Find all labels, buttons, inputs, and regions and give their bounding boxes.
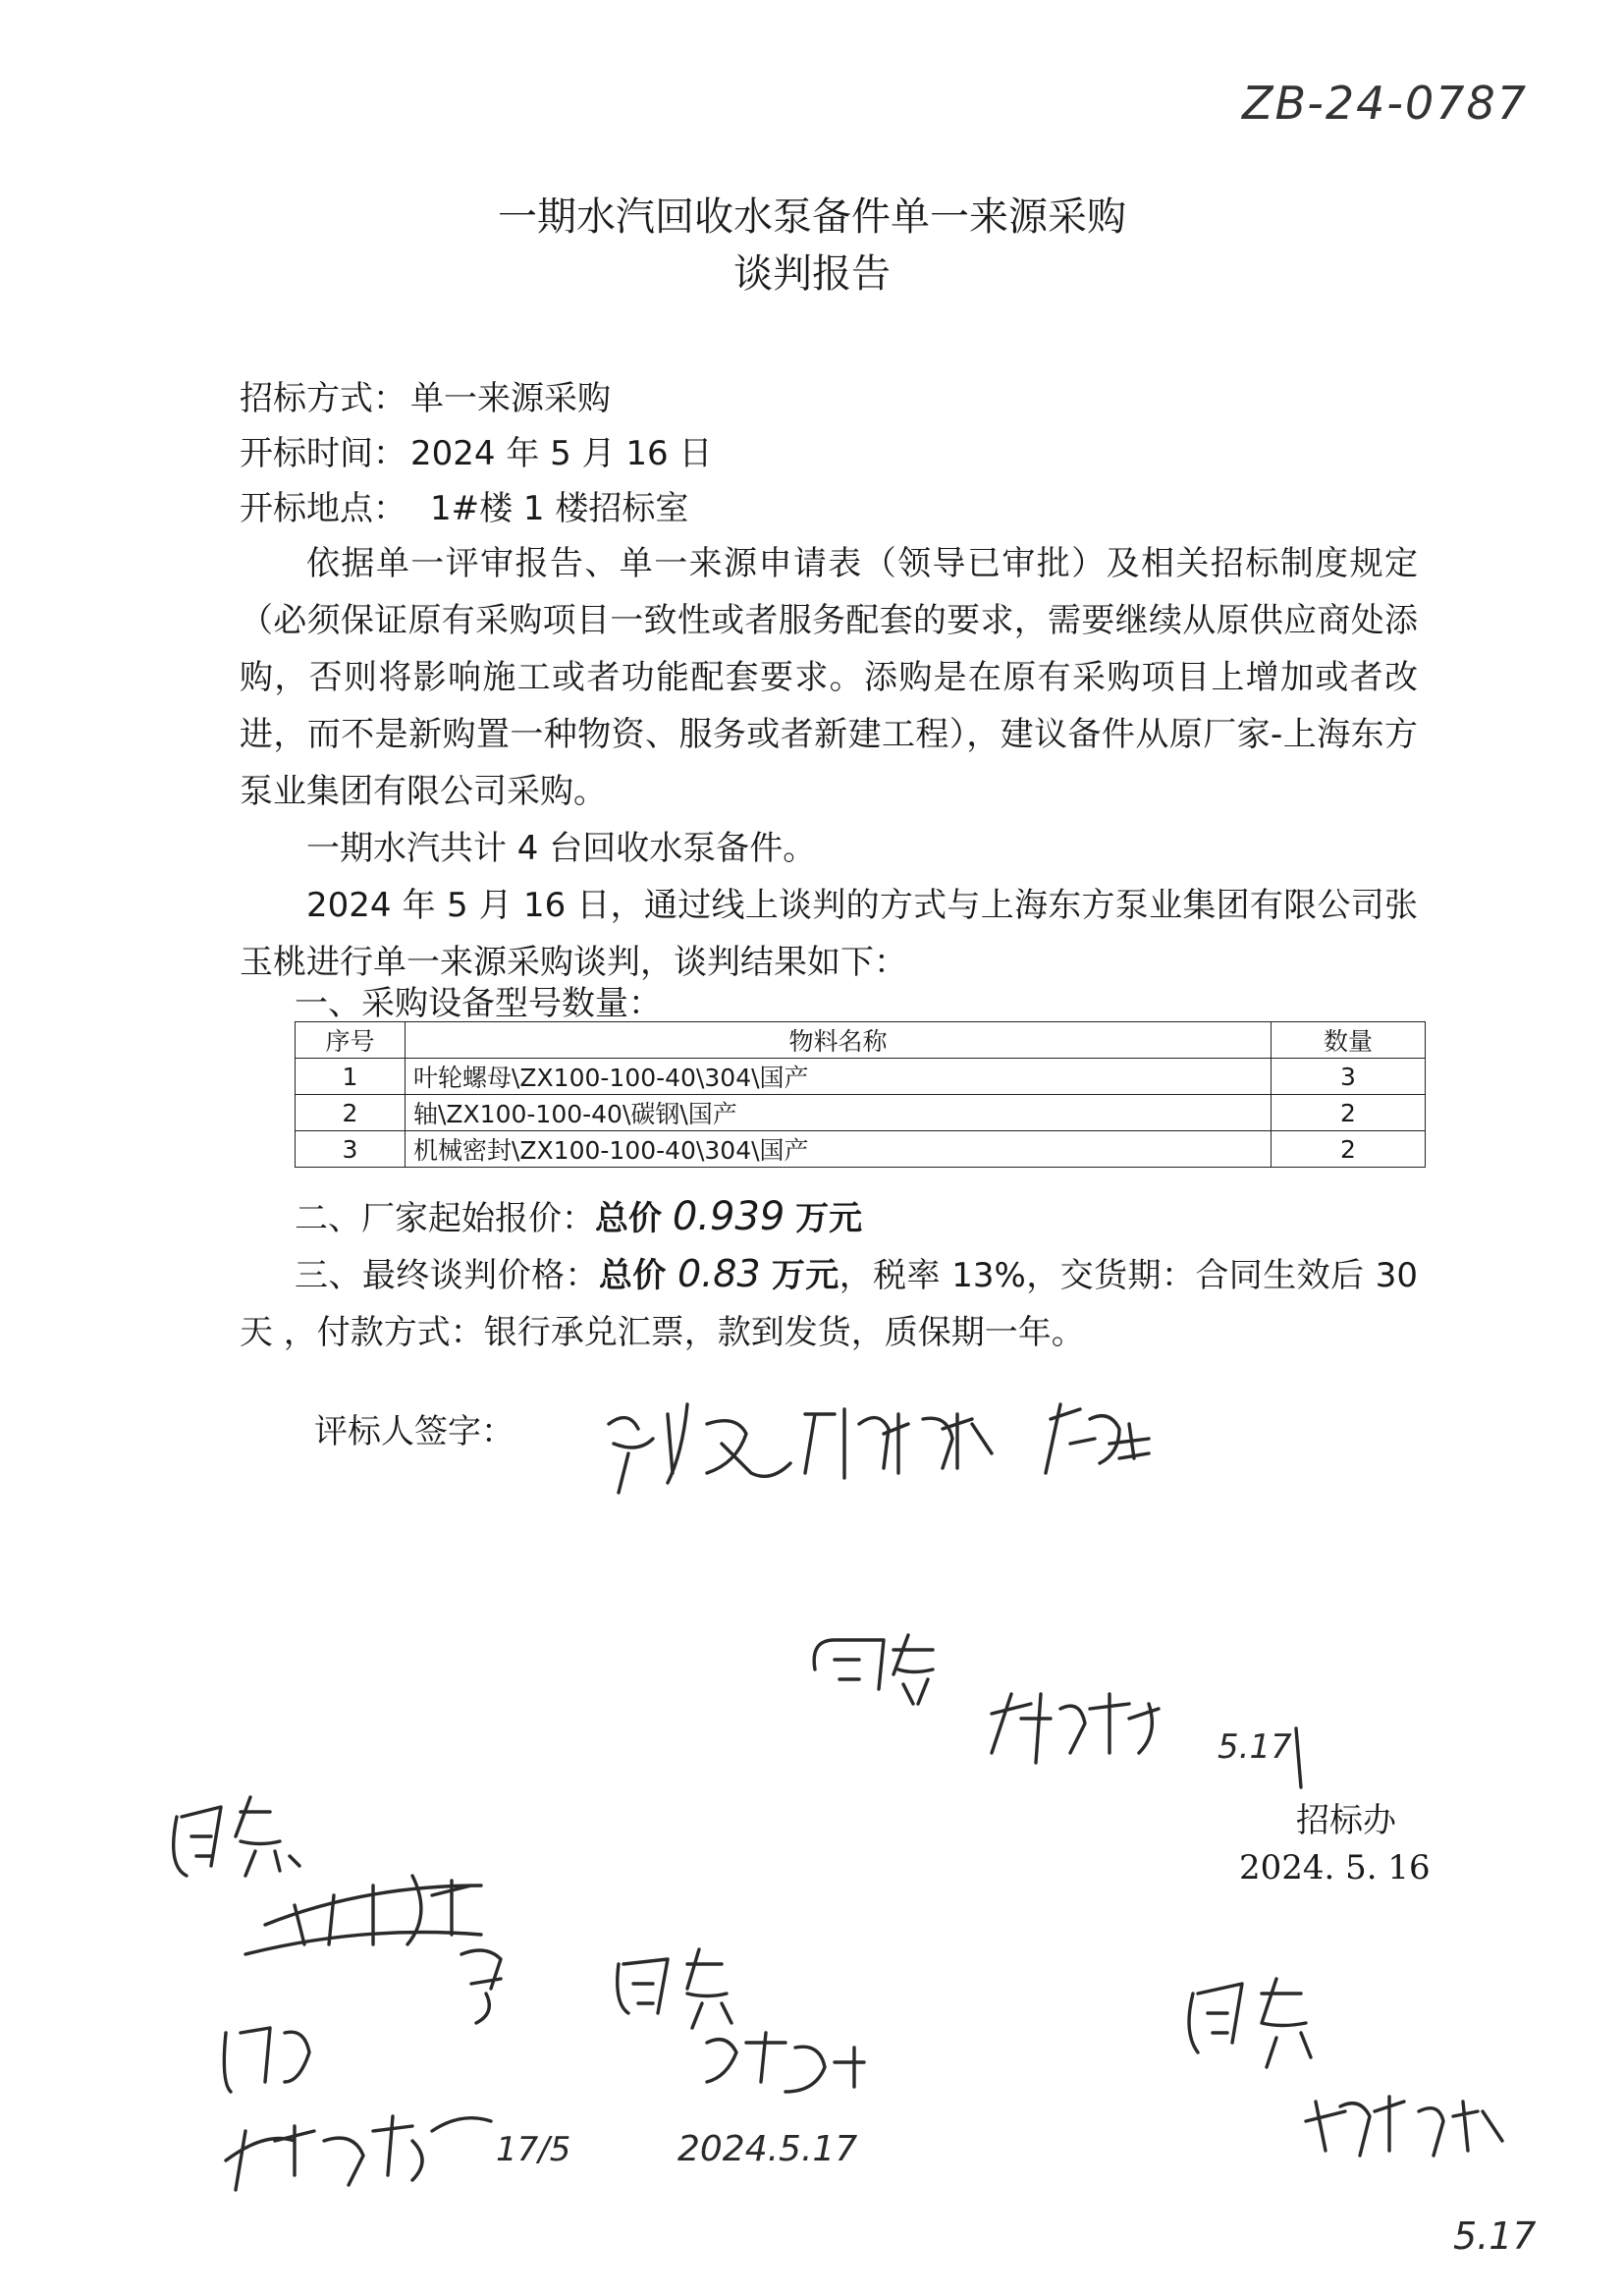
header-qty: 数量: [1272, 1022, 1426, 1059]
approval-5-date: 17/5: [496, 2130, 571, 2169]
approval-2-date: 5.17: [1218, 1727, 1292, 1767]
approval-signature-5: [224, 2028, 570, 2190]
cell-qty: 2: [1272, 1131, 1426, 1168]
approval-signature-3: [174, 1797, 501, 2023]
cell-material: 机械密封\ZX100-100-40\304\国产: [406, 1131, 1272, 1168]
cell-material: 轴\ZX100-100-40\碳钢\国产: [406, 1095, 1272, 1131]
approval-6-date: 5.17: [1453, 2214, 1537, 2258]
section-3-total-label: 总价: [598, 1256, 667, 1295]
method-row: [240, 371, 611, 419]
table-row: [296, 1131, 1426, 1168]
items-table: [295, 1021, 1426, 1168]
cell-seq: 1: [296, 1059, 406, 1095]
table-row: [296, 1095, 1426, 1131]
time-value: 2024 年 5 月 16 日: [410, 434, 713, 473]
table-row: [296, 1059, 1426, 1095]
section-3-rest: ，税率 13%，交货期：合同生效后 30 天 ，付款方式：银行承兑汇票，款到发货，质保期一年。: [240, 1256, 1419, 1352]
paragraph-basis: 依据单一评审报告、单一来源申请表（领导已审批）及相关招标制度规定（必须保证原有采购项目一致性或者服务配套的要求，需要继续从原供应商处添购，否则将影响施工或者功能配套要求。添购是在原有采购项目上增加或者改进，而不是新购置一种物资、服务或者新建工程），建议备件从原厂家-上海东方泵业集团有限公司采购。: [240, 544, 1418, 811]
document-title: [0, 189, 1624, 302]
title-line-1: 一期水汽回收水泵备件单一来源采购: [498, 194, 1126, 240]
method-label: 招标方式：: [240, 379, 406, 418]
place-value: 1#楼 1 楼招标室: [430, 489, 689, 528]
header-material: 物料名称: [406, 1022, 1272, 1059]
time-row: [240, 426, 712, 474]
section-2-amount: 0.939: [672, 1194, 785, 1239]
section-3-unit: 万元: [771, 1256, 839, 1295]
cell-material: 叶轮螺母\ZX100-100-40\304\国产: [406, 1059, 1272, 1095]
document-number: ZB-24-0787: [1242, 77, 1529, 130]
evaluator-signature-3: [1046, 1404, 1149, 1473]
method-value: 单一来源采购: [410, 379, 611, 418]
section-1-heading: 一、采购设备型号数量：: [295, 984, 662, 1023]
approval-signature-1: [814, 1635, 933, 1704]
cell-seq: 3: [296, 1131, 406, 1168]
section-2-label: 二、厂家起始报价：: [295, 1199, 595, 1238]
title-line-2: 谈判报告: [733, 251, 891, 297]
section-3-line: [240, 1245, 1418, 1361]
table-header-row: [296, 1022, 1426, 1059]
time-label: 开标时间：: [240, 434, 406, 473]
paragraph-negotiation: 2024 年 5 月 16 日，通过线上谈判的方式与上海东方泵业集团有限公司张玉桃进行单一来源采购谈判，谈判结果如下：: [240, 886, 1418, 982]
section-2-line: [295, 1188, 1473, 1247]
section-2-unit: 万元: [795, 1199, 863, 1238]
evaluator-signature-2: [805, 1409, 992, 1478]
section-2-total-label: 总价: [595, 1199, 662, 1238]
approval-signature-2: [992, 1694, 1301, 1787]
cell-qty: 2: [1272, 1095, 1426, 1131]
place-row: [240, 481, 688, 529]
office-name: 招标办: [1296, 1801, 1396, 1840]
approval-4-date: 2024.5.17: [677, 2129, 858, 2169]
cell-seq: 2: [296, 1095, 406, 1131]
evaluator-signature-label: 评标人签字：: [314, 1412, 514, 1451]
office-date: 2024. 5. 16: [1239, 1848, 1431, 1887]
section-3-label: 三、最终谈判价格：: [295, 1256, 599, 1295]
place-label: 开标地点：: [240, 489, 406, 528]
approval-signature-4: [618, 1949, 864, 2169]
section-3-amount: 0.83: [677, 1252, 761, 1295]
cell-qty: 3: [1272, 1059, 1426, 1095]
evaluator-signature-1: [609, 1404, 790, 1493]
header-seq: 序号: [296, 1022, 406, 1059]
approval-signature-6: [1189, 1979, 1537, 2258]
paragraph-quantity: 一期水汽共计 4 台回收水泵备件。: [306, 829, 817, 868]
